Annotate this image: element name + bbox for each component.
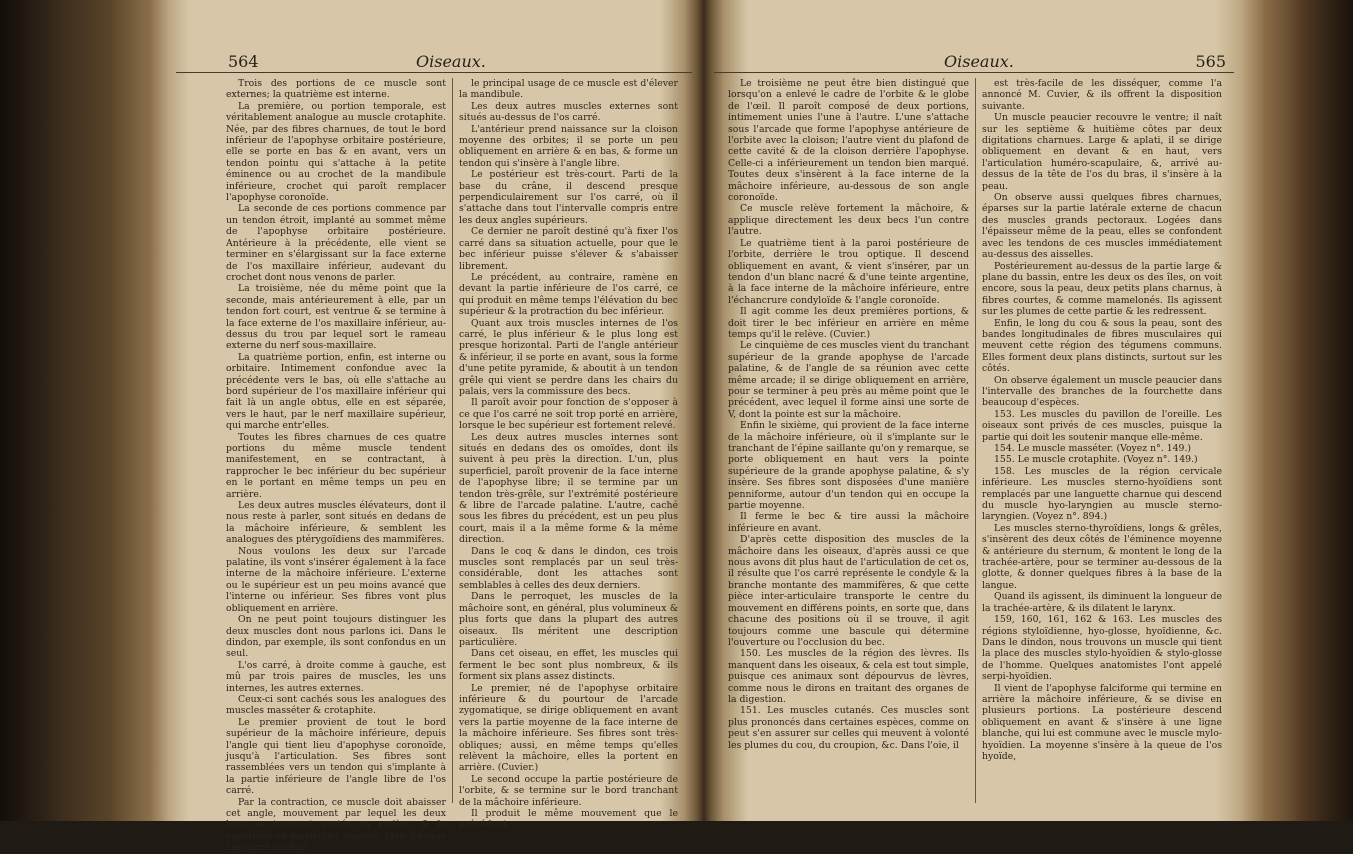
paragraph: Dans le perroquet, les muscles de la mâchoire sont, en général, plus volumineux & plus forts que dans la plupart des autres oiseaux. Ils méritent une description particulière. — [459, 591, 678, 648]
paragraph: 155. Le muscle crotaphite. (Voyez n°. 149.) — [994, 454, 1198, 466]
paragraph: Dans cet oiseau, en effet, les muscles qui ferment le bec sont plus nombreux, & ils forment six plans assez distincts. — [459, 648, 678, 683]
left-page — [176, 0, 692, 854]
paragraph: Quant aux trois muscles internes de l'os carré, le plus inférieur & le plus long est presque horizontal. Parti de l'angle antérieur & inférieur, il se porte en avant, sous la forme d'une petite pyramide, & aboutit à un tendon grêle qui vient se perdre dans les chairs du palais, vers la commissure des becs. — [459, 317, 678, 397]
paragraph: Ce muscle relève fortement la mâchoire, & applique directement les deux becs l'un contre l'autre. — [728, 203, 969, 238]
right-page-header — [714, 50, 1234, 73]
paragraph: Par la contraction, ce muscle doit abaisser cet angle, mouvement par lequel les deux becs se trouvent portés en arrière, & le supérieur en particulier abaissé. Mais lorsque l'os carré est fixé, — [226, 796, 446, 854]
paragraph: L'os carré, à droite comme à gauche, est mû par trois paires de muscles, les uns internes, les autres externes. — [226, 659, 446, 694]
paragraph: La quatrième portion, enfin, est interne ou orbitaire. Intimement confondue avec la précédente vers le bas, où elle s'attache au bord supérieur de l'os maxillaire inférieur qui fait là un angle obtus, elle en est séparée, vers le haut, par le nerf maxillaire supérieur, qui marche entr'elles. — [226, 351, 446, 432]
paragraph: Le quatrième tient à la paroi postérieure de l'orbite, derrière le trou optique. Il descend obliquement en avant, & vient s'insérer, par un tendon d'un blanc nacré & d'une teinte argentine, à la face interne de la mâchoire inférieure, entre l'échancrure condyloïde & l'angle coronoïde. — [728, 237, 969, 306]
paragraph: On observe également un muscle peaucier dans l'intervalle des branches de la fourchette dans beaucoup d'espèces. — [982, 374, 1222, 409]
paragraph: Enfin, le long du cou & sous la peau, sont des bandes longitudinales de fibres musculaires qui meuvent cette région des tégumens communs. Elles forment deux plans distincts, surtout sur les côtés. — [982, 317, 1222, 375]
paragraph: Il vient de l'apophyse falciforme qui termine en arrière la mâchoire inférieure, & se divise en plusieurs portions. La postérieure descend obliquement en avant & s'insère à une ligne blanche, qui lui est commune avec le muscle mylo-hyoïdien. La moyenne s'insère à la queue de l'os hyoïde, — [982, 682, 1222, 762]
paragraph: Le troisième ne peut être bien distingué que lorsqu'on a enlevé le cadre de l'orbite & le globe de l'œil. Il paroît composé de deux portions, intimement unies l'une à l'autre. L'une s'attache sous l'arcade que forme l'apophyse antérieure de l'orbite avec la cloison; l'autre vient du plafond de cette cavité & de la cloison derrière l'apophyse. Celle-ci a inférieurement un tendon bien marqué. Toutes deux s'insèrent à la face interne de la mâchoire inférieure, au-dessous de son angle coronoïde. — [728, 78, 969, 204]
paragraph: Le cinquième de ces muscles vient du tranchant supérieur de la grande apophyse de l'arcade palatine, & de l'angle de sa réunion avec cette même arcade; il se dirige obliquement en arrière, pour se terminer à peu près au même point que le précédent, avec lequel il forme ainsi une sorte de V, dont la pointe est sur la mâchoire. — [728, 340, 969, 420]
paragraph: On ne peut point toujours distinguer les deux muscles dont nous parlons ici. Dans le dindon, par exemple, ils sont confondus en un seul. — [226, 614, 446, 660]
paragraph: Il paroît avoir pour fonction de s'opposer à ce que l'os carré ne soit trop porté en arrière, lorsque le bec supérieur est fortement relevé. — [459, 397, 678, 432]
paragraph: 151. Les muscles cutanés. Ces muscles sont plus prononcés dans certaines espèces, comme on peut s'en assurer sur celles qui meuvent à volonté les plumes du cou, du croupion, &c. Dans l'oie, il — [728, 705, 969, 751]
paragraph: Le premier provient de tout le bord supérieur de la mâchoire inférieure, depuis l'angle qui tient lieu d'apophyse coronoïde, jusqu'à l'articulation. Ses fibres sont rassemblées vers un tendon qui s'implante à la partie inférieure de l'angle libre de l'os carré. — [226, 716, 446, 797]
right-edge-shadow — [1293, 0, 1353, 821]
paragraph: Le premier, né de l'apophyse orbitaire inférieure & du pourtour de l'arcade zygomatique, se dirige obliquement en avant vers la partie moyenne de la face interne de la mâchoire inférieure. Ses fibres sont très-obliques; aussi, en même temps qu'elles relèvent la mâchoire, elles la portent en arrière. (Cuvier.) — [459, 682, 678, 774]
paragraph: Les deux autres muscles externes sont situés au-dessus de l'os carré. — [459, 100, 678, 124]
paragraph: Il produit le même mouvement que le précédent. — [459, 808, 678, 831]
right-page-column-2 — [975, 78, 1228, 803]
right-page-number: 565 — [1195, 52, 1226, 71]
paragraph: Un muscle peaucier recouvre le ventre; il naît sur les septième & huitième côtes par deux digitations charnues. Large & aplati, il se dirige obliquement en devant & en haut, vers l'articulation huméro-scapulaire, &, arrivé au-dessus de la tête de l'os du bras, il s'insère à la peau. — [982, 112, 1222, 192]
paragraph: 153. Les muscles du pavillon de l'oreille. Les oiseaux sont privés de ces muscles, puisque la partie qui doit les soutenir manque elle-même. — [982, 408, 1222, 443]
right-page-column-1 — [722, 78, 975, 803]
paragraph: Quand ils agissent, ils diminuent la longueur de la trachée-artère, & ils dilatent le larynx. — [982, 591, 1222, 614]
paragraph: Les deux autres muscles élévateurs, dont il nous reste à parler, sont situés en dedans de la mâchoire inférieure, & semblent les analogues des ptérygoïdiens des mammifères. — [226, 500, 446, 546]
paragraph: Le second occupe la partie postérieure de l'orbite, & se termine sur le bord tranchant de la mâchoire inférieure. — [459, 773, 678, 808]
paragraph: 150. Les muscles de la région des lèvres. Ils manquent dans les oiseaux, & cela est tout simple, puisque ces animaux sont dépourvus de lèvres, comme nous le dirons en traitant des organes de la digestion. — [728, 648, 969, 705]
paragraph: 154. Le muscle masséter. (Voyez n°. 149.) — [994, 443, 1192, 454]
paragraph: Il ferme le bec & tire aussi la mâchoire inférieure en avant. — [728, 511, 969, 534]
left-page-header — [176, 50, 692, 73]
paragraph: Les deux autres muscles internes sont situés en dedans des os omoïdes, dont ils suivent à peu près la direction. L'un, plus superficiel, paroît provenir de la face interne de l'apophyse libre; il se termine par un tendon très-grêle, sur l'extrémité postérieure & libre de l'arcade palatine. L'autre, caché sous les fibres du précédent, est un peu plus court, mais il a la même forme & la même direction. — [459, 431, 678, 546]
paragraph: Postérieurement au-dessus de la partie large & plane du bassin, entre les deux os des îles, on voit encore, sous la peau, deux petits plans charnus, à fibres courtes, & comme mamelonés. Ils agissent sur les plumes de cette partie & les redressent. — [982, 260, 1222, 318]
left-page-number: 564 — [228, 52, 259, 71]
paragraph: Dans le coq & dans le dindon, ces trois muscles sont remplacés par un seul très-considérable, dont les attaches sont semblables à celles des deux derniers. — [459, 545, 678, 591]
paragraph: On observe aussi quelques fibres charnues, éparses sur la partie latérale externe de chacun des muscles grands pectoraux. Logées dans l'épaisseur même de la peau, elles se confondent avec les tendons de ces muscles immédiatement au-dessus des aisselles. — [982, 192, 1222, 261]
left-page-column-1 — [220, 78, 452, 854]
paragraph: L'antérieur prend naissance sur la cloison moyenne des orbites; il se porte un peu obliquement en arrière & en bas, & forme un tendon qui s'insère à l'angle libre. — [459, 123, 678, 169]
paragraph: La seconde de ces portions commence par un tendon étroit, implanté au sommet même de l'apophyse orbitaire postérieure. Antérieure à la précédente, elle vient se terminer en s'élargissant sur la face externe de l'os maxillaire inférieur, audevant du crochet dont nous venons de parler. — [226, 203, 446, 283]
paragraph: Il agit comme les deux premières portions, & doit tirer le bec inférieur en arrière en même temps qu'il le relève. (Cuvier.) — [728, 306, 969, 340]
paragraph: Le postérieur est très-court. Parti de la base du crâne, il descend presque perpendiculairement sur l'os carré, où il s'attache dans tout l'intervalle compris entre les deux angles supérieurs. — [459, 169, 678, 226]
paragraph: 158. Les muscles de la région cervicale inférieure. Les muscles sterno-hyoïdiens sont remplacés par une languette charnue qui descend du muscle hyo-laryngien au muscle sterno-laryngien. (Voyez n°. 894.) — [982, 465, 1222, 523]
paragraph: Ceux-ci sont cachés sous les analogues des muscles masséter & crotaphite. — [226, 693, 446, 717]
right-running-title: Oiseaux. — [944, 52, 1014, 71]
left-edge-shadow — [0, 0, 60, 821]
paragraph: D'après cette disposition des muscles de la mâchoire dans les oiseaux, d'après aussi ce que nous avons dit plus haut de l'articulation de cet os, il résulte que l'os carré représente le condyle & la branche montante des mammifères, & que cette pièce inter-articulaire transporte le centre du mouvement en différens points, en sorte que, dans chacune des positions où il se trouve, il agit toujours comme une bascule qui détermine l'ouverture ou l'occlusion du bec. — [728, 534, 969, 648]
left-page-column-2 — [452, 78, 684, 831]
paragraph: Nous voulons les deux sur l'arcade palatine, ils vont s'insérer également à la face interne de la mâchoire inférieure. L'externe ou le supérieur est un peu moins avancé que l'interne ou inférieur. Ses fibres vont plus obliquement en arrière. — [226, 545, 446, 614]
paragraph: La première, ou portion temporale, est véritablement analogue au muscle crotaphite. Née, par des fibres charnues, de tout le bord inférieur de l'apophyse orbitaire postérieure, elle se porte en bas & en avant, vers un tendon pointu qui s'attache à la petite éminence ou au crochet de la mandibule inférieure, crochet qui paroît remplacer l'apophyse coronoïde. — [226, 100, 446, 204]
paragraph: Les muscles sterno-thyroïdiens, longs & grêles, s'insèrent des deux côtés de l'éminence moyenne & antérieure du sternum, & montent le long de la trachée-artère, pour se terminer au-dessous de la glotte, & donner quelques fibres à la base de la langue. — [982, 522, 1222, 591]
paragraph: Toutes les fibres charnues de ces quatre portions du même muscle tendent manifestement, en se contractant, à rapprocher le bec inférieur du bec supérieur en le portant en même temps un peu en arrière. — [226, 431, 446, 500]
left-running-title: Oiseaux. — [416, 52, 486, 71]
paragraph: La troisième, née du même point que la seconde, mais antérieurement à elle, par un tendon fort court, est ventrue & se termine à la face externe de l'os maxillaire inférieur, au-dessus du trou par lequel sort le rameau externe du nerf sous-maxillaire. — [226, 283, 446, 352]
paragraph: Le précédent, au contraire, ramène en devant la partie inférieure de l'os carré, ce qui produit en même temps l'élévation du bec supérieur & la protraction du bec inférieur. — [459, 271, 678, 318]
paragraph: 159, 160, 161, 162 & 163. Les muscles des régions styloïdienne, hyo-glosse, hyoïdienne, &c. Dans le dindon, nous trouvons un muscle qui tient la place des muscles stylo-hyoïdien & stylo-glosse de l'homme. Quelques anatomistes l'ont appelé serpi-hyoïdien. — [982, 614, 1222, 683]
paragraph: Trois des portions de ce muscle sont externes; la quatrième est interne. — [226, 78, 446, 101]
right-page — [714, 0, 1234, 821]
paragraph: le principal usage de ce muscle est d'élever la mandibule. — [459, 78, 678, 101]
paragraph: Enfin le sixième, qui provient de la face interne de la mâchoire inférieure, où il s'implante sur le tranchant de l'épine saillante qu'on y remarque, se porte obliquement en haut vers la pointe supérieure de la grande apophyse palatine, & s'y insère. Ses fibres sont disposées d'une manière penniforme, autour d'un tendon qui en occupe la partie moyenne. — [728, 420, 969, 512]
paragraph: Ce dernier ne paroît destiné qu'à fixer l'os carré dans sa situation actuelle, pour que le bec inférieur puisse s'élever & s'abaisser librement. — [459, 226, 678, 272]
paragraph: est très-facile de les disséquer, comme l'a annoncé M. Cuvier, & ils offrent la disposition suivante. — [982, 78, 1222, 112]
